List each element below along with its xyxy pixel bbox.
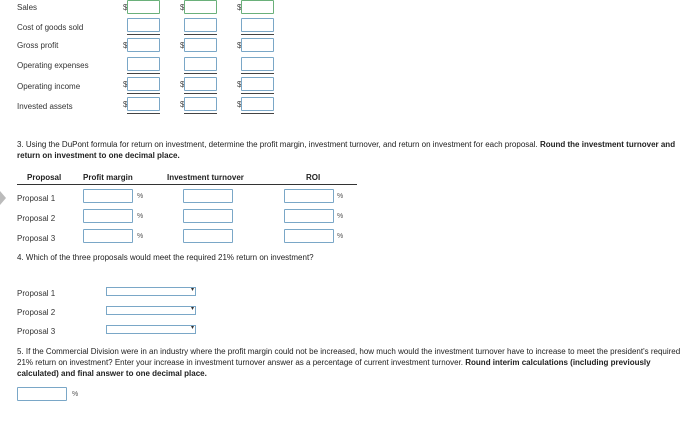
underline [241,73,274,74]
roi-input-3[interactable] [284,229,334,243]
row-label-sales: Sales [17,3,38,12]
s4-proposal-3-label: Proposal 3 [17,327,56,336]
question-5-text: 5. If the Commercial Division were in an industry where the profit margin could not be increased, how much would the investment turnover have to increase to meet the president's required 21% return on investment? Enter your increase in investment turnover answer as a percentage of current investment turnover. [17,347,681,367]
cogs-input-proposal-3[interactable] [241,18,274,32]
currency-symbol: $ [180,3,185,12]
profit-margin-input-1[interactable] [83,189,133,203]
row-label-operating-expenses: Operating expenses [17,61,89,70]
proposal-3-meets-dropdown[interactable] [106,325,196,334]
percent-sign: % [337,193,344,200]
roi-input-1[interactable] [284,189,334,203]
operating-income-input-proposal-3[interactable] [241,77,274,91]
question-5 [17,346,687,379]
sales-input-proposal-2[interactable] [184,0,217,14]
underline [127,34,160,35]
currency-symbol: $ [180,41,185,50]
underline [241,34,274,35]
operating-expenses-input-proposal-2[interactable] [184,57,217,71]
row-label-gross-profit: Gross profit [17,41,59,50]
proposal-1-meets-dropdown[interactable] [106,287,196,296]
double-underline [241,93,274,94]
roi-input-2[interactable] [284,209,334,223]
gross-profit-input-proposal-1[interactable] [127,38,160,52]
double-underline [241,113,274,114]
sales-input-proposal-1[interactable] [127,0,160,14]
invested-assets-input-proposal-1[interactable] [127,97,160,111]
question-5-instruction: Round interim calculations (including previously calculated) and final answer to one decimal place. [17,358,651,378]
chevron-down-icon: ▾ [190,306,194,312]
s4-proposal-2-label: Proposal 2 [17,308,56,317]
cogs-input-proposal-2[interactable] [184,18,217,32]
operating-income-input-proposal-1[interactable] [127,77,160,91]
currency-symbol: $ [180,80,185,89]
investment-turnover-input-1[interactable] [183,189,233,203]
proposal-2-meets-dropdown[interactable] [106,306,196,315]
investment-turnover-input-2[interactable] [183,209,233,223]
proposal-1-label: Proposal 1 [17,194,56,203]
currency-symbol: $ [237,80,242,89]
chevron-down-icon: ▾ [190,287,194,293]
cogs-input-proposal-1[interactable] [127,18,160,32]
percent-sign: % [337,213,344,220]
gross-profit-input-proposal-3[interactable] [241,38,274,52]
header-rule [17,184,357,185]
question-3-text: 3. Using the DuPont formula for return on investment, determine the profit margin, investment turnover, and return on investment for each proposal. [17,140,538,149]
row-label-invested-assets: Invested assets [17,102,73,111]
chevron-down-icon: ▾ [190,325,194,331]
header-roi: ROI [306,173,321,182]
header-investment-turnover: Investment turnover [167,173,244,182]
invested-assets-input-proposal-2[interactable] [184,97,217,111]
profit-margin-input-2[interactable] [83,209,133,223]
currency-symbol: $ [237,41,242,50]
proposal-3-label: Proposal 3 [17,234,56,243]
double-underline [184,113,217,114]
header-proposal: Proposal [27,173,62,182]
percent-sign: % [337,233,344,240]
invested-assets-input-proposal-3[interactable] [241,97,274,111]
percent-sign: % [137,233,144,240]
double-underline [127,93,160,94]
double-underline [127,113,160,114]
currency-symbol: $ [180,100,185,109]
operating-income-input-proposal-2[interactable] [184,77,217,91]
percent-sign: % [72,391,79,398]
currency-symbol: $ [123,41,128,50]
question-4: 4. Which of the three proposals would meet the required 21% return on investment? [17,253,314,262]
row-label-operating-income: Operating income [17,82,81,91]
operating-expenses-input-proposal-3[interactable] [241,57,274,71]
underline [127,73,160,74]
currency-symbol: $ [123,3,128,12]
s4-proposal-1-label: Proposal 1 [17,289,56,298]
double-underline [184,93,217,94]
proposal-2-label: Proposal 2 [17,214,56,223]
question-3 [17,139,687,161]
underline [184,73,217,74]
question-3-instruction: Round the investment turnover and return on investment to one decimal place. [17,140,676,160]
header-profit-margin: Profit margin [83,173,133,182]
currency-symbol: $ [123,80,128,89]
gross-profit-input-proposal-2[interactable] [184,38,217,52]
turnover-increase-input[interactable] [17,387,67,401]
row-label-cogs: Cost of goods sold [17,23,84,32]
currency-symbol: $ [237,3,242,12]
sales-input-proposal-3[interactable] [241,0,274,14]
profit-margin-input-3[interactable] [83,229,133,243]
percent-sign: % [137,213,144,220]
expand-arrow-icon[interactable] [0,191,6,205]
currency-symbol: $ [237,100,242,109]
percent-sign: % [137,193,144,200]
currency-symbol: $ [123,100,128,109]
investment-turnover-input-3[interactable] [183,229,233,243]
operating-expenses-input-proposal-1[interactable] [127,57,160,71]
underline [184,34,217,35]
